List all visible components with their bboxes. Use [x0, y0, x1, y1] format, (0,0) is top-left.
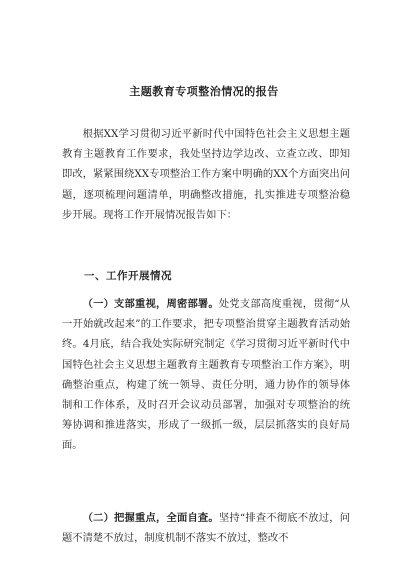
intro-paragraph: 根据XX学习贯彻习近平新时代中国特色社会主义思想主题教育主题教育工作要求，我处坚持边学边改、立查立改、即知即改，紧紧围绕XX专项整治工作方案中明确的XX个方面突出问题，逐项梳理问题清单，明确整改措施，扎实推进专项整治稳步开展。现将工作开展情况报告如下：: [62, 128, 350, 221]
document-title: 主题教育专项整治情况的报告: [129, 85, 279, 98]
subsection-2-lead: （二）把握重点，全面自查。: [82, 512, 219, 524]
subsection-paragraph-2: [62, 508, 350, 548]
subsection-1-body: 处党支部高度重视，贯彻“从一开始就改起来”的工作要求，把专项整治贯穿主题教育活动始终。4月底，结合我处实际研究制定《学习贯彻习近平新时代中国特色社会主义思想主题教育主题教育专项整治工作方案》，明确整治重点，构建了统一领导、责任分明，通力协作的领导体制和工作体系，及时召开会议动员部署，加强对专项整治的统筹协调和推进落实，形成了一级抓一级，层层抓落实的良好局面。: [62, 298, 350, 452]
subsection-1-lead: （一）支部重视，周密部署。: [82, 298, 219, 310]
subsection-2-body: 坚持“排查不彻底不放过，问题不清楚不放过，制度机制不落实不放过，整改不: [62, 512, 350, 545]
subsection-paragraph-1: [62, 294, 350, 456]
section-heading-work-progress: 一、工作开展情况: [84, 270, 172, 282]
